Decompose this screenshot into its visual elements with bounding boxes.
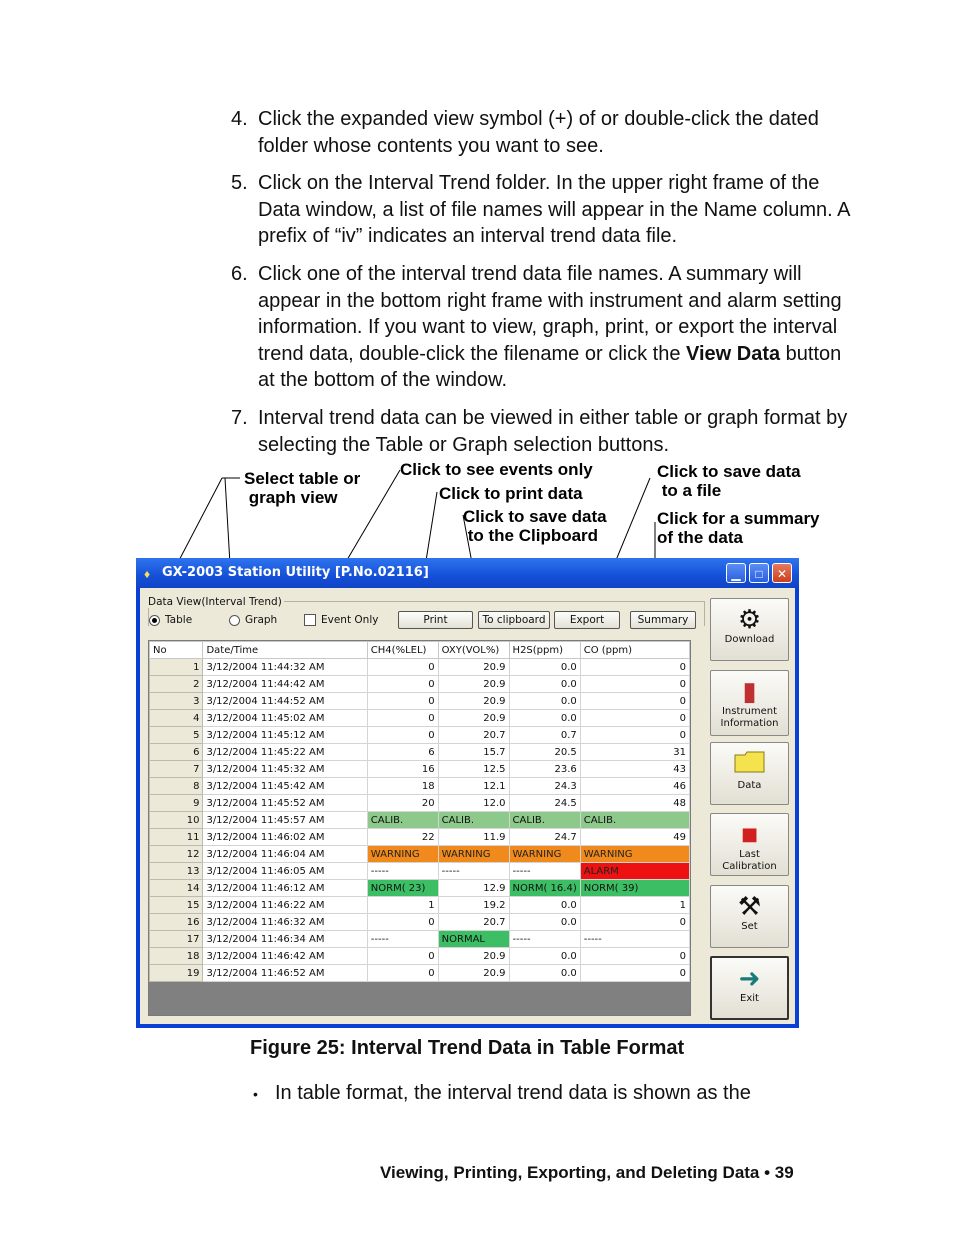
calibration-icon: ■	[740, 824, 758, 845]
table-row[interactable]	[150, 693, 690, 710]
figure-caption: Figure 25: Interval Trend Data in Table Format	[250, 1037, 685, 1059]
table-cell: 3/12/2004 11:46:02 AM	[203, 829, 367, 846]
table-cell: 3/12/2004 11:46:52 AM	[203, 965, 367, 982]
summary-button[interactable]: Summary	[630, 611, 696, 629]
table-cell: 16	[367, 761, 438, 778]
last-calibration-button[interactable]	[710, 813, 789, 876]
table-row[interactable]	[150, 948, 690, 965]
step-5	[231, 170, 851, 250]
step-text: Interval trend data can be viewed in either table or graph format by selecting the Table or Graph selection buttons.	[258, 407, 848, 456]
bullet-icon: •	[253, 1085, 258, 1102]
checkbox-icon	[304, 614, 316, 626]
table-row[interactable]	[150, 676, 690, 693]
event-only-label: Event Only	[321, 614, 379, 626]
folder-icon	[711, 750, 788, 780]
step-6	[231, 261, 851, 394]
table-cell: 18	[367, 778, 438, 795]
table-cell: 0	[580, 659, 689, 676]
radio-table[interactable]	[149, 614, 192, 626]
set-label: Set	[741, 921, 758, 932]
table-cell: -----	[509, 931, 580, 948]
data-table-frame[interactable]	[148, 640, 691, 1016]
table-cell: 3/12/2004 11:45:57 AM	[203, 812, 367, 829]
data-label: Data	[737, 780, 762, 791]
table-cell: 0	[367, 676, 438, 693]
table-cell: 13	[150, 863, 203, 880]
callout-save-file: Click to save data to a file	[657, 462, 801, 500]
table-cell: 6	[150, 744, 203, 761]
table-cell: 0.0	[509, 710, 580, 727]
table-row[interactable]	[150, 744, 690, 761]
table-cell: 20	[367, 795, 438, 812]
last-calibration-label: Last Calibration	[722, 849, 777, 872]
table-cell: 0.0	[509, 948, 580, 965]
table-cell: -----	[438, 863, 509, 880]
table-cell: 19	[150, 965, 203, 982]
table-cell: -----	[367, 931, 438, 948]
table-cell: 12	[150, 846, 203, 863]
table-cell: 3/12/2004 11:45:32 AM	[203, 761, 367, 778]
table-cell: 10	[150, 812, 203, 829]
table-cell: 3/12/2004 11:46:34 AM	[203, 931, 367, 948]
table-row[interactable]	[150, 931, 690, 948]
close-button[interactable]: ✕	[772, 563, 792, 583]
table-cell: 5	[150, 727, 203, 744]
table-row[interactable]	[150, 965, 690, 982]
table-cell: 19.2	[438, 897, 509, 914]
instrument-information-button[interactable]	[710, 670, 789, 736]
table-cell: -----	[509, 863, 580, 880]
table-cell: 3/12/2004 11:45:22 AM	[203, 744, 367, 761]
table-cell: 0	[580, 693, 689, 710]
table-cell: 0	[580, 965, 689, 982]
table-row[interactable]	[150, 761, 690, 778]
app-icon: ♦	[144, 567, 151, 581]
table-cell: -----	[367, 863, 438, 880]
table-cell: 17	[150, 931, 203, 948]
print-button[interactable]: Print	[398, 611, 473, 629]
table-cell: NORM( 16.4)	[509, 880, 580, 897]
table-cell: WARNING	[509, 846, 580, 863]
table-cell: -----	[580, 931, 689, 948]
table-cell: NORM( 23)	[367, 880, 438, 897]
table-cell: 18	[150, 948, 203, 965]
table-cell: 7	[150, 761, 203, 778]
clipboard-button[interactable]: To clipboard	[478, 611, 550, 629]
table-cell: 20.7	[438, 914, 509, 931]
table-cell: 3/12/2004 11:45:42 AM	[203, 778, 367, 795]
exit-icon: ➜	[738, 964, 761, 994]
table-cell: 20.9	[438, 948, 509, 965]
table-cell: 31	[580, 744, 689, 761]
download-icon: ⚙	[737, 605, 762, 635]
callout-print: Click to print data	[439, 484, 583, 503]
callout-summary: Click for a summary of the data	[657, 509, 820, 547]
table-cell: 48	[580, 795, 689, 812]
table-cell: CALIB.	[509, 812, 580, 829]
table-row[interactable]	[150, 659, 690, 676]
table-cell: WARNING	[580, 846, 689, 863]
table-cell: 12.5	[438, 761, 509, 778]
window-title: GX-2003 Station Utility [P.No.02116]	[162, 565, 429, 580]
table-cell: 0	[367, 693, 438, 710]
table-cell: 8	[150, 778, 203, 795]
table-cell: 49	[580, 829, 689, 846]
step-text-pre: Click one of the interval trend data file names. A summary will appear in the bottom right frame with instrument and alarm setting information. If you want to view, graph, print, or export the interval trend data, double-click the filename or click the	[258, 263, 842, 365]
table-cell: 12.9	[438, 880, 509, 897]
table-cell: 15	[150, 897, 203, 914]
table-row[interactable]	[150, 846, 690, 863]
table-cell: 9	[150, 795, 203, 812]
instrument-information-label: Instrument Information	[720, 706, 779, 729]
radio-selected-icon	[149, 615, 160, 626]
download-button[interactable]	[710, 598, 789, 661]
step-number: 6.	[231, 263, 248, 285]
table-cell: 43	[580, 761, 689, 778]
table-cell: 1	[150, 659, 203, 676]
step-number: 4.	[231, 108, 248, 130]
column-header[interactable]: H2S(ppm)	[509, 642, 580, 659]
column-header[interactable]: OXY(VOL%)	[438, 642, 509, 659]
table-cell: 20.7	[438, 727, 509, 744]
table-cell: 0	[580, 710, 689, 727]
table-cell: 0	[367, 710, 438, 727]
column-header[interactable]: Date/Time	[203, 642, 367, 659]
table-row[interactable]	[150, 778, 690, 795]
table-cell: 0	[580, 676, 689, 693]
step-text	[258, 261, 851, 394]
radio-graph-label: Graph	[245, 614, 278, 626]
table-cell: 3/12/2004 11:46:32 AM	[203, 914, 367, 931]
table-cell: 16	[150, 914, 203, 931]
table-row[interactable]	[150, 863, 690, 880]
export-button[interactable]: Export	[554, 611, 620, 629]
table-cell: 0.0	[509, 897, 580, 914]
data-button[interactable]	[710, 742, 789, 805]
table-cell: 4	[150, 710, 203, 727]
callout-clipboard: Click to save data to the Clipboard	[463, 507, 607, 545]
table-cell: 3/12/2004 11:46:42 AM	[203, 948, 367, 965]
maximize-button[interactable]: □	[749, 563, 769, 583]
table-row[interactable]	[150, 914, 690, 931]
exit-label: Exit	[740, 993, 759, 1004]
table-cell: 24.3	[509, 778, 580, 795]
table-cell: 2	[150, 676, 203, 693]
step-text-post: button at the bottom of the window.	[258, 342, 842, 391]
table-cell: NORM( 39)	[580, 880, 689, 897]
table-cell: 0	[580, 948, 689, 965]
event-only-checkbox[interactable]	[304, 614, 378, 626]
table-cell: 20.9	[438, 693, 509, 710]
table-cell: 1	[580, 897, 689, 914]
table-row[interactable]	[150, 880, 690, 897]
table-cell: 3/12/2004 11:45:12 AM	[203, 727, 367, 744]
table-cell: CALIB.	[580, 812, 689, 829]
table-cell: 0	[367, 914, 438, 931]
table-cell: CALIB.	[367, 812, 438, 829]
download-label: Download	[724, 634, 775, 645]
table-cell: 23.6	[509, 761, 580, 778]
table-cell: 3/12/2004 11:44:32 AM	[203, 659, 367, 676]
table-cell: 0	[580, 727, 689, 744]
table-cell: WARNING	[367, 846, 438, 863]
table-cell: 0	[367, 965, 438, 982]
callout-events-only: Click to see events only	[400, 460, 593, 479]
table-cell: 22	[367, 829, 438, 846]
radio-graph[interactable]	[229, 614, 277, 626]
table-cell: 12.0	[438, 795, 509, 812]
table-cell: 20.9	[438, 659, 509, 676]
table-cell: 0.0	[509, 914, 580, 931]
table-cell: 0	[367, 948, 438, 965]
window-client	[140, 588, 795, 1024]
table-cell: 20.9	[438, 676, 509, 693]
step-7	[231, 405, 851, 458]
table-cell: 0.0	[509, 659, 580, 676]
table-cell: 3/12/2004 11:46:12 AM	[203, 880, 367, 897]
column-header[interactable]: CO (ppm)	[580, 642, 689, 659]
set-button[interactable]	[710, 885, 789, 948]
column-header[interactable]: No	[150, 642, 203, 659]
table-cell: 11.9	[438, 829, 509, 846]
step-number: 5.	[231, 172, 248, 194]
table-cell: 0.0	[509, 676, 580, 693]
minimize-button[interactable]: ▁	[726, 563, 746, 583]
table-row[interactable]	[150, 727, 690, 744]
table-cell: 0	[367, 727, 438, 744]
table-cell: ALARM	[580, 863, 689, 880]
tools-icon: ⚒	[737, 892, 762, 922]
table-row[interactable]	[150, 710, 690, 727]
table-cell: 3/12/2004 11:44:42 AM	[203, 676, 367, 693]
table-cell: 15.7	[438, 744, 509, 761]
table-cell: 20.9	[438, 965, 509, 982]
table-cell: 3	[150, 693, 203, 710]
table-cell: 0	[367, 659, 438, 676]
table-cell: 24.7	[509, 829, 580, 846]
step-4	[231, 106, 851, 159]
data-table	[149, 641, 690, 982]
step-text: Click on the Interval Trend folder. In the upper right frame of the Data window, a list of file names will appear in the Name column. A prefix of “iv” indicates an interval trend data file.	[258, 172, 850, 247]
callout-select-view: Select table or graph view	[244, 469, 361, 507]
step-number: 7.	[231, 407, 248, 429]
bullet-text: In table format, the interval trend data is shown as the	[275, 1082, 751, 1104]
column-header[interactable]: CH4(%LEL)	[367, 642, 438, 659]
bullet-item	[253, 1082, 751, 1105]
instrument-icon: ▮	[742, 677, 757, 707]
table-cell: 3/12/2004 11:46:22 AM	[203, 897, 367, 914]
table-cell: 1	[367, 897, 438, 914]
table-row[interactable]	[150, 897, 690, 914]
table-cell: 20.9	[438, 710, 509, 727]
table-cell: 0.7	[509, 727, 580, 744]
table-cell: 24.5	[509, 795, 580, 812]
station-utility-window	[136, 558, 799, 1028]
table-cell: 46	[580, 778, 689, 795]
table-row[interactable]	[150, 795, 690, 812]
table-cell: 20.5	[509, 744, 580, 761]
table-cell: 11	[150, 829, 203, 846]
table-row[interactable]	[150, 812, 690, 829]
table-cell: 3/12/2004 11:46:04 AM	[203, 846, 367, 863]
table-cell: WARNING	[438, 846, 509, 863]
radio-unselected-icon	[229, 615, 240, 626]
table-cell: CALIB.	[438, 812, 509, 829]
data-view-group-label: Data View(Interval Trend)	[148, 596, 282, 608]
table-cell: 0.0	[509, 693, 580, 710]
table-row[interactable]	[150, 829, 690, 846]
view-data-button-ref: View Data	[686, 342, 781, 365]
table-cell: 0.0	[509, 965, 580, 982]
table-cell: 6	[367, 744, 438, 761]
title-bar[interactable]	[136, 558, 799, 588]
exit-button[interactable]	[710, 956, 789, 1020]
step-text: Click the expanded view symbol (+) of or double-click the dated folder whose contents you want to see.	[258, 108, 819, 157]
table-cell: NORMAL	[438, 931, 509, 948]
table-cell: 0	[580, 914, 689, 931]
table-cell: 3/12/2004 11:44:52 AM	[203, 693, 367, 710]
table-cell: 3/12/2004 11:46:05 AM	[203, 863, 367, 880]
table-cell: 3/12/2004 11:45:02 AM	[203, 710, 367, 727]
page-footer: Viewing, Printing, Exporting, and Deleting Data • 39	[380, 1163, 794, 1182]
table-cell: 3/12/2004 11:45:52 AM	[203, 795, 367, 812]
radio-table-label: Table	[165, 614, 193, 626]
table-cell: 14	[150, 880, 203, 897]
table-cell: 12.1	[438, 778, 509, 795]
